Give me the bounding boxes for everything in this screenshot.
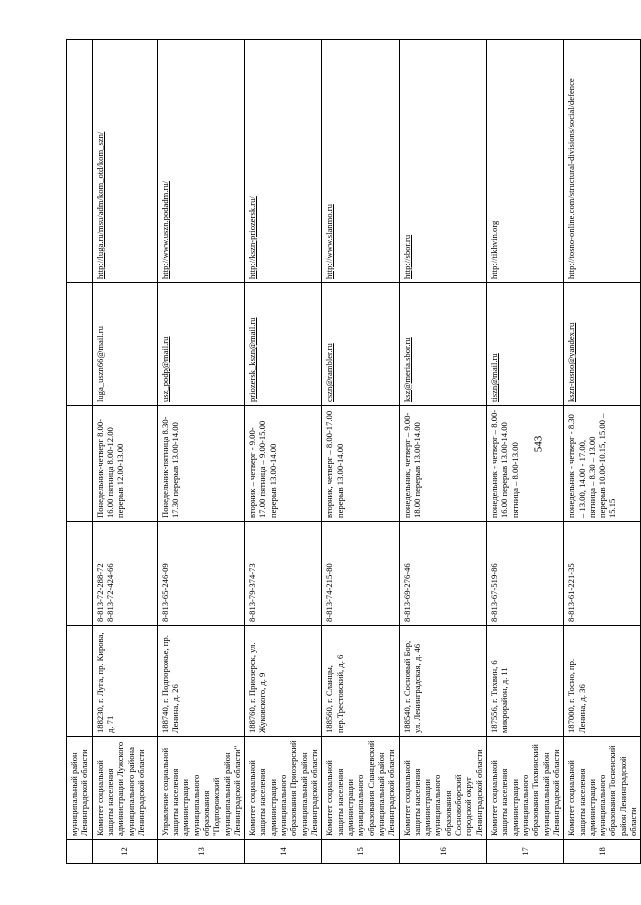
agency-website[interactable]: http://tosno-online.com/structural-divisions/social/defence (564, 40, 641, 283)
agency-website (245, 40, 322, 283)
website-link[interactable]: http://sbor.ru (401, 234, 412, 279)
agency-address: 188560, г. Сланцы, пер.Трестовский, д. 6 (322, 626, 399, 737)
cell-address (67, 626, 93, 737)
agency-email (157, 283, 245, 406)
cell-email (67, 283, 93, 406)
phone-line: 8-813-67-519-86 (489, 563, 499, 622)
phone-line: 8-813-79-374-73 (247, 563, 258, 622)
agency-hours: вторник – четверг - 9.00-17.00 пятница – 9.00-15.00 перерыв 13.00-14.00 (245, 406, 322, 522)
agency-address: 188760, г. Приозерск, ул. Жуковского, д. 9 (245, 626, 322, 737)
agency-name: Комитет социальной защиты населения администрации муниципального образования Сланцевский муниципальный район Ленинградской области (322, 737, 399, 840)
cell-phone (67, 522, 93, 626)
agency-email[interactable]: luga_uszn66@mail.ru (92, 283, 157, 406)
agency-phone (399, 522, 487, 626)
website-link[interactable]: http://kszn-priozersk.ru/ (247, 196, 258, 279)
row-number: 12 (92, 840, 157, 864)
table-row (322, 40, 399, 864)
agency-website (92, 40, 157, 283)
row-number: 13 (157, 840, 245, 864)
table-row (399, 40, 487, 864)
phone-line: 8-813-72-424-66 (104, 563, 115, 622)
website-link[interactable]: http://www.uszn.podadm.ru/ (159, 180, 170, 279)
agency-phone (92, 522, 157, 626)
agency-phone (487, 522, 564, 626)
agency-hours: Понедельник-пятница 8.30-17.30 перерыв 13.00-14.00 (157, 406, 245, 522)
table-row (564, 40, 641, 864)
agency-phone (157, 522, 245, 626)
agency-hours: вторник, четверг – 8.00-17.00 перерыв 13.00-14.00 (322, 406, 399, 522)
agency-website (157, 40, 245, 283)
cell-hours (67, 406, 93, 522)
agency-hours: понедельник - четверг – 8.00-16.00 перерыв 13.00-14.00 пятница – 8.00-13.00 (487, 406, 564, 522)
agency-address: 188740, г. Подпорожье, пр. Ленина, д. 26 (157, 626, 245, 737)
agency-website[interactable]: http://tikhvin.org (487, 40, 564, 283)
website-link[interactable]: http://www.slanmo.ru (324, 204, 335, 279)
agency-website (399, 40, 487, 283)
agency-hours: Понедельник-четверг 8.00-16.00 пятница 8.00-12.00 перерыв 12.00-13.00 (92, 406, 157, 522)
agency-name: Комитет социальной защиты населения администрации Лужского муниципального района Ленинградской области (92, 737, 157, 840)
agency-email (487, 283, 564, 406)
page-number: 543 (532, 435, 545, 453)
row-number: 16 (399, 840, 487, 864)
email-link[interactable]: ksz@meria.sbor.ru (401, 337, 412, 402)
phone-line: 8-813-65-246-09 (159, 563, 170, 622)
agency-address: 188540, г. Сосновый Бор, ул. Ленинградская, д. 46 (399, 626, 487, 737)
agency-address: 187556, г. Тихвин, 6 микрорайон, д. 11 (487, 626, 564, 737)
website-link[interactable]: http://luga.ru/msu/adm/kom_otd/kom_szn/ (94, 131, 105, 279)
agency-hours: понедельник, четверг – 9.00-18.00 перерыв 13.00-14.00 (399, 406, 487, 522)
agency-phone (322, 522, 399, 626)
row-number: 15 (322, 840, 399, 864)
email-link[interactable]: kszn-tosno@yandex.ru (566, 322, 577, 402)
agency-email (245, 283, 322, 406)
table-row (245, 40, 322, 864)
cell-name: муниципальный район Ленинградской области (67, 737, 93, 840)
continuation-row (67, 40, 93, 864)
agency-phone (245, 522, 322, 626)
row-number: 17 (487, 840, 564, 864)
agency-website (322, 40, 399, 283)
email-link[interactable]: cszn@rambler.ru (324, 343, 335, 402)
agency-address: 188230, г. Луга, пр. Кирова, д. 71 (92, 626, 157, 737)
email-link[interactable]: priozersk_kszn@mail.ru (247, 317, 258, 402)
agency-phone (564, 522, 641, 626)
agency-email (564, 283, 641, 406)
agency-name: Комитет социальной защиты населения администрации муниципального образования Тосненский район Ленинградской области (564, 737, 641, 840)
row-number: 18 (564, 840, 641, 864)
agency-name: Комитет социальной защиты населения администрации муниципального образования Приозерский муниципальный район Ленинградской области (245, 737, 322, 840)
phone-line: 8-813-69-276-46 (401, 563, 412, 622)
agency-name: Управление социальной защиты населения администрации муниципального образования "Подпорожский муниципальный район Ленинградской области" (157, 737, 245, 840)
table-row (92, 40, 157, 864)
row-number: 14 (245, 840, 322, 864)
agency-address: 187000, г. Тосно, пр. Ленина, д. 36 (564, 626, 641, 737)
phone-line: 8-813-74-215-80 (324, 563, 335, 622)
email-link[interactable]: usz_podp@mail.ru (159, 336, 170, 402)
agency-name: Комитет социальной защиты населения администрации муниципального образования Тихвинский муниципальный район Ленинградской области (487, 737, 564, 840)
phone-line: 8-813-61-221-35 (566, 563, 577, 622)
table-row (157, 40, 245, 864)
agency-email (322, 283, 399, 406)
agencies-table (66, 39, 641, 864)
agency-hours: понедельник - четверг - 8.30 – 13.00, 14.00 - 17.00, пятница – 8.30 – 13.00 перерыв 10.00-10.15, 15.00 – 15.15 (564, 406, 641, 522)
email-link[interactable]: tiszn@mail.ru (489, 353, 499, 402)
table-row (487, 40, 564, 864)
agency-email (399, 283, 487, 406)
phone-line: 8-813-72-288-72 (94, 563, 105, 622)
agency-name: Комитет социальной защиты населения администрации муниципального образования Сосновоборский городской округ Ленинградской области (399, 737, 487, 840)
cell-num (67, 840, 93, 864)
cell-website (67, 40, 93, 283)
